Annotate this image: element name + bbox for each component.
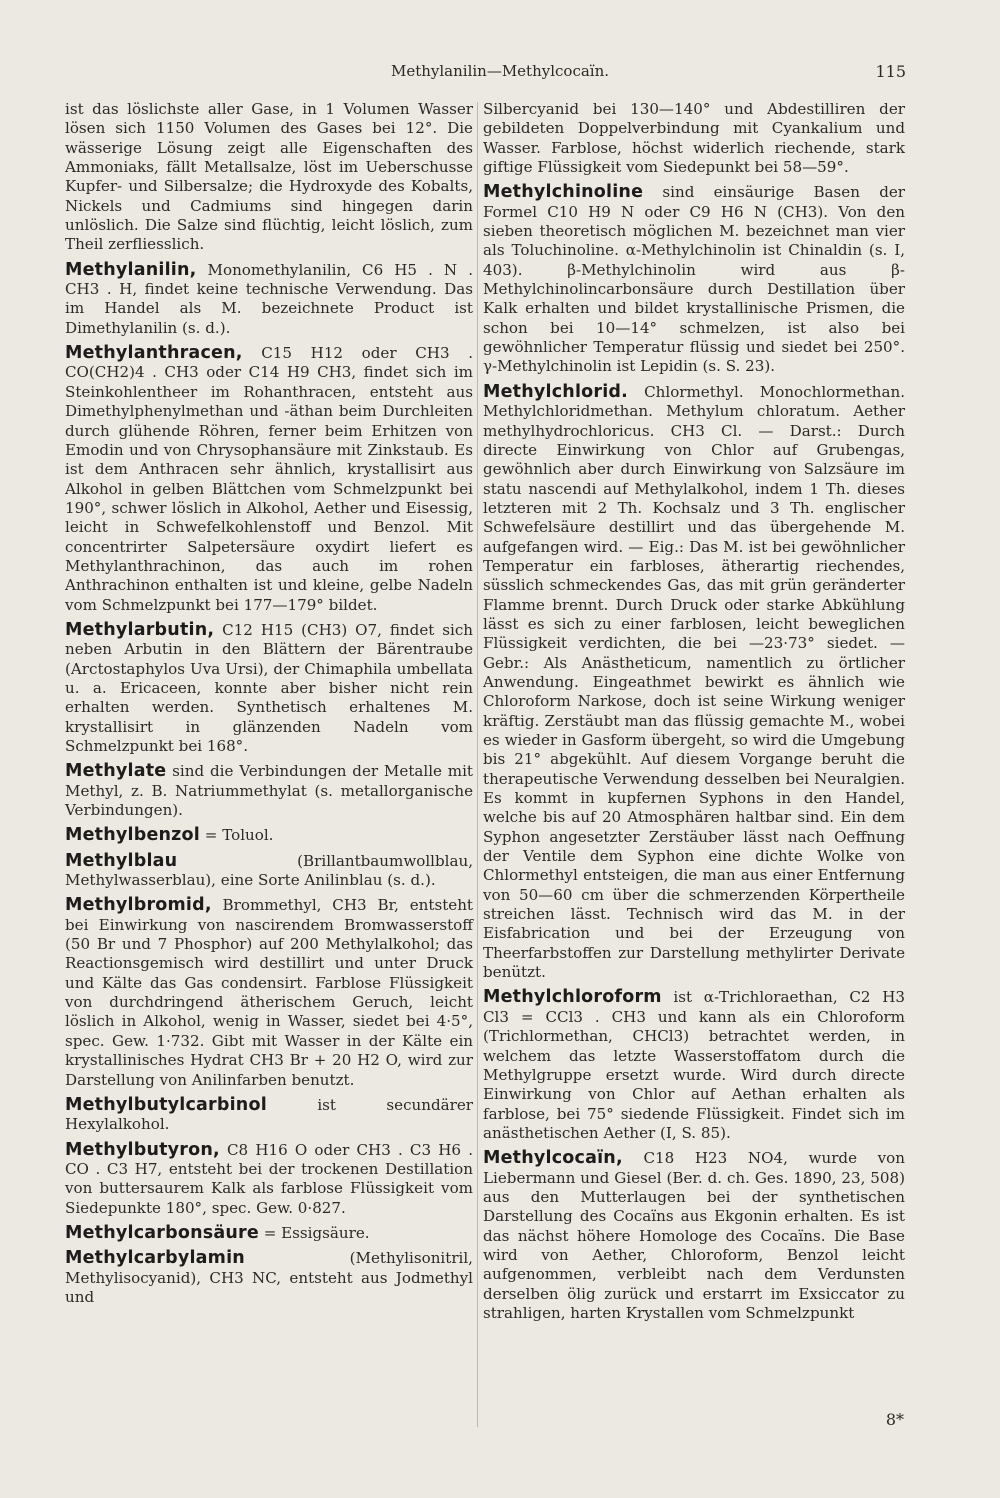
dictionary-entry [65, 1249, 473, 1307]
dictionary-entry [65, 1096, 473, 1135]
entry-text: C15 H12 oder CH3 . CO(CH2)4 . CH3 oder C14 H9 CH3, findet sich im Steinkohlentheer im Rohanthracen, entsteht aus Dimethylphenylmethan und -äthan beim Durchleiten durch glühende Röhren, ferner beim Erhitzen von Emodin und von Chrysophansäure mit Zinkstaub. Es ist dem Anthracen sehr ähnlich, krystallisirt aus Alkohol in gelben Blättchen vom Schmelzpunkt bei 190°, schwer löslich in Alkohol, Aether und Eisessig, leicht in Schwefelkohlenstoff und Benzol. Mit concentrirter Salpetersäure oxydirt liefert es Methylanthrachinon, das auch im rohen Anthrachinon enthalten ist und kleine, gelbe Nadeln vom Schmelzpunkt bei 177—179° bildet. [65, 344, 473, 614]
entry-headword: Methylarbutin, [65, 619, 215, 640]
entry-headword: Methylcarbonsäure [65, 1222, 259, 1243]
page-number: 115 [875, 62, 906, 81]
entry-headword: Methylate [65, 761, 167, 782]
entry-headword: Methylchlorid. [483, 381, 628, 402]
entry-text: Brommethyl, CH3 Br, entsteht bei Einwirkung von nascirendem Bromwasserstoff (50 Br und 7 Phosphor) auf 200 Methylalkohol; das Reactionsgemisch wird destillirt und unter Druck und Kälte das Gas condensirt. Farblose Flüssigkeit von durchdringend ätherischem Geruch, leicht löslich in Alkohol, wenig in Wasser, siedet bei 4·5°, spec. Gew. 1·732. Gibt mit Wasser in der Kälte ein krystallinisches Hydrat CH3 Br + 20 H2 O, wird zur Darstellung von Anilinfarben benutzt. [65, 896, 473, 1089]
left-column [65, 100, 473, 1307]
entry-headword: Methylbenzol [65, 825, 200, 846]
entry-headword: Methylblau [65, 850, 178, 871]
entry-text: = Toluol. [199, 826, 274, 845]
entry-text: C18 H23 NO4, wurde von Liebermann und Giesel (Ber. d. ch. Ges. 1890, 23, 508) aus den Mutterlaugen bei der synthetischen Darstellung des Cocaïns aus Ekgonin erhalten. Es ist das nächst höhere Homologe des Cocaïns. Die Base wird von Aether, Chloroform, Benzol leicht aufgenommen, verbleibt nach dem Verdunsten derselben ölig zurück und erstarrt im Exsiccator zu strahligen, harten Krystallen vom Schmelzpunkt [483, 1149, 905, 1322]
dictionary-entry [483, 988, 905, 1143]
dictionary-entry [65, 896, 473, 1089]
entry-text: sind die Verbindungen der Metalle mit Methyl, z. B. Natriummethylat (s. metallorganische Verbindungen). [65, 762, 473, 820]
entry-text: Silbercyanid bei 130—140° und Abdestilliren der gebildeten Doppelverbindung mit Cyankalium und Wasser. Farblose, höchst widerlich riechende, stark giftige Flüssigkeit vom Siedepunkt bei 58—59°. [483, 100, 905, 177]
page-header [0, 62, 1000, 86]
entry-continuation [65, 100, 473, 255]
entry-headword: Methylanthracen, [65, 343, 243, 364]
entry-headword: Methylcocaïn, [483, 1148, 623, 1169]
dictionary-entry [65, 621, 473, 756]
entry-headword: Methylcarbylamin [65, 1248, 245, 1269]
entry-text: C8 H16 O oder CH3 . C3 H6 . CO . C3 H7, entsteht bei der trockenen Destillation von buttersaurem Kalk als farblose Flüssigkeit vom Siedepunkte 180°, spec. Gew. 0·827. [65, 1140, 473, 1217]
dictionary-entry [65, 1224, 473, 1243]
entry-headword: Methylbutyron, [65, 1139, 220, 1160]
entry-text: sind einsäurige Basen der Formel C10 H9 N oder C9 H6 N (CH3). Von den sieben theoretisch möglichen M. bezeichnet man vier als Toluchinoline. α-Methylchinolin ist Chinaldin (s. I, 403). β-Methylchinolin wird aus β-Methylchinolincarbonsäure durch Destillation über Kalk erhalten und bildet krystallinische Prismen, die schon bei 10—14° schmelzen, ist also bei gewöhnlicher Temperatur flüssig und siedet bei 250°. γ-Methylchinolin ist Lepidin (s. S. 23). [483, 183, 905, 376]
dictionary-entry [65, 344, 473, 615]
dictionary-entry [483, 183, 905, 376]
entry-text: = Essigsäure. [258, 1223, 370, 1242]
entry-text: ist α-Trichloraethan, C2 H3 Cl3 = CCl3 . CH3 und kann als ein Chloroform (Trichlormethan, CHCl3) betrachtet werden, in welchem das letzte Wasserstoffatom durch die Methylgruppe ersetzt wurde. Wird durch directe Einwirkung von Chlor auf Aethan erhalten als farblose, bei 75° siedende Flüssigkeit. Findet sich im anästhetischen Aether (I, S. 85). [483, 988, 905, 1142]
dictionary-entry [483, 1149, 905, 1323]
dictionary-entry [65, 762, 473, 820]
entry-text: C12 H15 (CH3) O7, findet sich neben Arbutin in den Blättern der Bärentraube (Arctostaphylos Uva Ursi), der Chimaphila umbellata u. a. Ericaceen, konnte aber bisher nicht rein erhalten werden. Synthetisch erhaltenes M. krystallisirt in glänzenden Nadeln vom Schmelzpunkt bei 168°. [65, 620, 473, 755]
entry-text: ist secundärer Hexylalkohol. [65, 1095, 473, 1134]
running-title: Methylanilin—Methylcocaïn. [390, 62, 610, 80]
entry-continuation [483, 100, 905, 177]
entry-headword: Methylbromid, [65, 895, 212, 916]
dictionary-entry [65, 852, 473, 891]
dictionary-entry [65, 826, 473, 845]
dictionary-entry [65, 1141, 473, 1218]
entry-text: (Methylisonitril, Methylisocyanid), CH3 NC, entsteht aus Jodmethyl und [65, 1249, 473, 1306]
entry-headword: Methylchinoline [483, 182, 644, 203]
entry-text: Chlormethyl. Monochlormethan. Methylchloridmethan. Methylum chloratum. Aether methylhydrochloricus. CH3 Cl. — Darst.: Durch directe Einwirkung von Chlor auf Grubengas, gewöhnlich aber durch Einwirkung von Salzsäure im statu nascendi auf Methylalkohol, indem 1 Th. dieses letzteren mit 2 Th. Kochsalz und 3 Th. englischer Schwefelsäure destillirt und das übergehende M. aufgefangen wird. — Eig.: Das M. ist bei gewöhnlicher Temperatur ein farbloses, ätherartig riechendes, süsslich schmeckendes Gas, das mit grün geränderter Flamme brennt. Durch Druck oder starke Abkühlung lässt es sich zu einer farblosen, leicht beweglichen Flüssigkeit verdichten, die bei —23·73° siedet. — Gebr.: Als Anästheticum, namentlich zu örtlicher Anwendung. Eingeathmet bewirkt es ähnlich wie Chloroform Narkose, doch ist seine Wirkung weniger kräftig. Zerstäubt man das flüssig gemachte M., wobei es wieder in Gasform übergeht, so wird die Umgebung bis 21° abgekühlt. Auf diesem Vorgange beruht die therapeutische Verwendung desselben bei Neuralgien. Es kommt in kupfernen Syphons in den Handel, welche bis auf 20 Atmosphären haltbar sind. Ein dem Syphon angesetzter Zerstäuber lässt nach Oeffnung der Ventile dem Syphon eine dichte Wolke von Chlormethyl entsteigen, die man aus einer Entfernung von 50—60 cm über die schmerzenden Körpertheile streichen lässt. Technisch wird das M. in der Eisfabrication und bei der Erzeugung von Theerfarbstoffen zur Darstellung methylirter Derivate benützt. [483, 382, 905, 982]
entry-headword: Methylbutylcarbinol [65, 1094, 267, 1115]
dictionary-entry [483, 383, 905, 983]
dictionary-entry [65, 261, 473, 338]
entry-text: (Brillantbaumwollblau, Methylwasserblau), eine Sorte Anilinblau (s. d.). [65, 851, 473, 890]
column-divider [477, 102, 478, 1427]
right-column [483, 100, 905, 1323]
entry-text: Monomethylanilin, C6 H5 . N . CH3 . H, findet keine technische Verwendung. Das im Handel als M. bezeichnete Product ist Dimethylanilin (s. d.). [65, 260, 473, 337]
entry-headword: Methylchloroform [483, 987, 662, 1008]
signature-mark: 8* [885, 1410, 904, 1429]
entry-headword: Methylanilin, [65, 259, 197, 280]
entry-text: ist das löslichste aller Gase, in 1 Volumen Wasser lösen sich 1150 Volumen des Gases bei 12°. Die wässerige Lösung zeigt alle Eigenschaften des Ammoniaks, fällt Metallsalze, löst im Ueberschusse Kupfer- und Silbersalze; die Hydroxyde des Kobalts, Nickels und Cadmiums sind hingegen darin unlöslich. Die Salze sind flüchtig, leicht löslich, zum Theil zerfliesslich. [65, 100, 473, 254]
